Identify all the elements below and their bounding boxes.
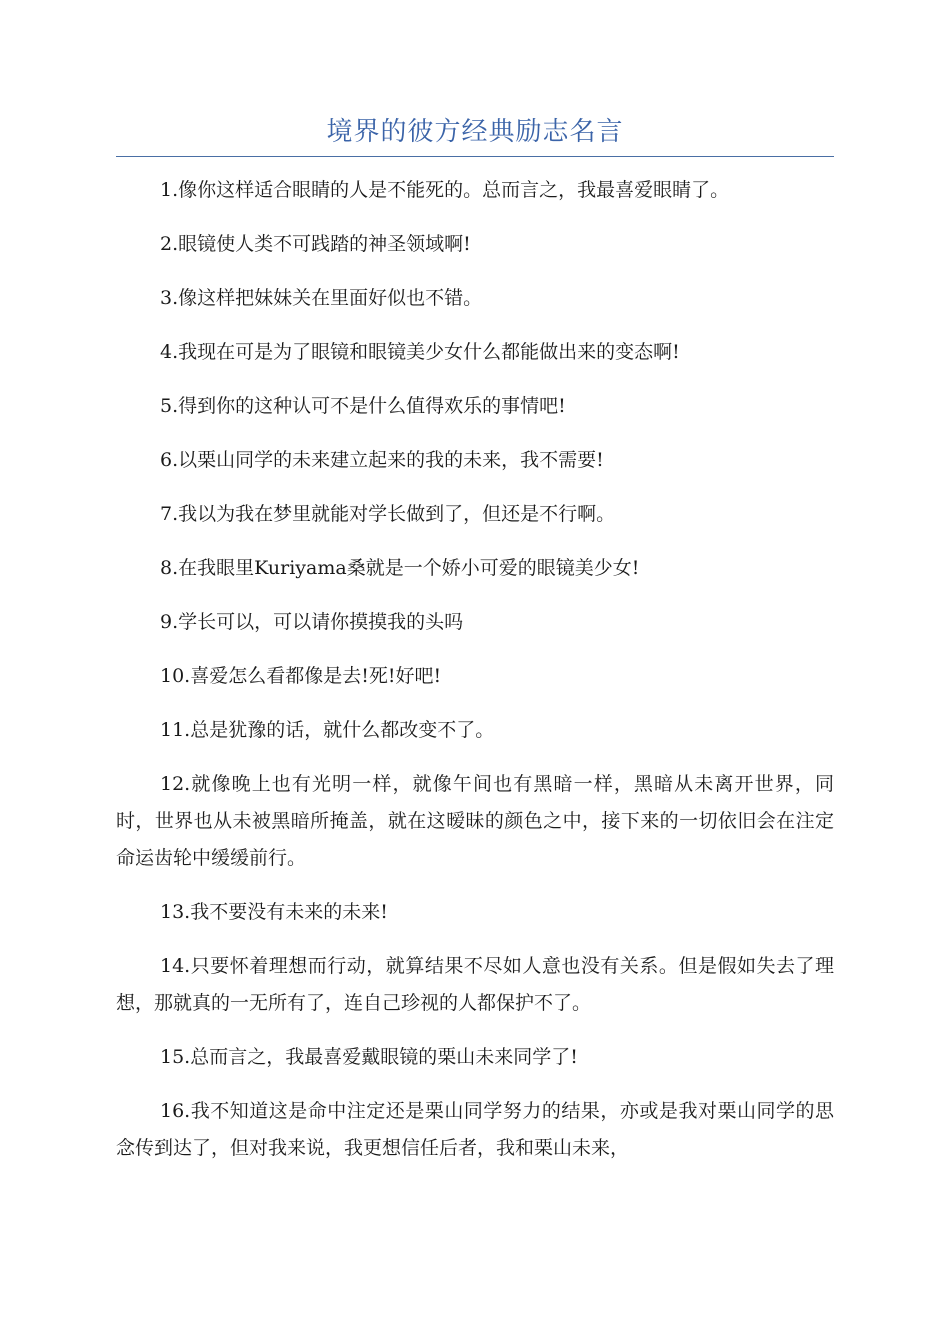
quote-paragraph-3: 3.像这样把妹妹关在里面好似也不错。: [160, 287, 483, 309]
quote-paragraph-6: 6.以栗山同学的未来建立起来的我的未来，我不需要!: [160, 449, 604, 471]
quote-paragraph-13: 13.我不要没有未来的未来!: [160, 901, 388, 923]
quote-paragraph-12: 12.就像晚上也有光明一样，就像午间也有黑暗一样，黑暗从未离开世界，同时，世界也从未被黑暗所掩盖，就在这暧昧的颜色之中，接下来的一切依旧会在注定命运齿轮中缓缓前行。: [116, 773, 834, 869]
quote-paragraph-7: 7.我以为我在梦里就能对学长做到了，但还是不行啊。: [160, 503, 616, 525]
quote-paragraph-10: 10.喜爱怎么看都像是去!死!好吧!: [160, 665, 442, 687]
quote-paragraph-4: 4.我现在可是为了眼镜和眼镜美少女什么都能做出来的变态啊!: [160, 341, 680, 363]
quote-paragraph-5: 5.得到你的这种认可不是什么值得欢乐的事情吧!: [160, 395, 566, 417]
quote-paragraph-14: 14.只要怀着理想而行动，就算结果不尽如人意也没有关系。但是假如失去了理想，那就真的一无所有了，连自己珍视的人都保护不了。: [116, 955, 834, 1014]
page-title: 境界的彼方经典励志名言: [326, 117, 624, 147]
quote-paragraph-9: 9.学长可以，可以请你摸摸我的头吗: [160, 611, 464, 633]
quote-paragraph-1: 1.像你这样适合眼睛的人是不能死的。总而言之，我最喜爱眼睛了。: [160, 179, 730, 201]
quote-paragraph-15: 15.总而言之，我最喜爱戴眼镜的栗山未来同学了!: [160, 1046, 578, 1068]
title-section: [116, 112, 834, 157]
quote-list: [116, 172, 834, 1184]
quote-paragraph-16: 16.我不知道这是命中注定还是栗山同学努力的结果，亦或是我对栗山同学的思念传到达了，但对我来说，我更想信任后者，我和栗山未来，: [116, 1100, 834, 1159]
quote-paragraph-2: 2.眼镜使人类不可践踏的神圣领域啊!: [160, 233, 471, 255]
quote-paragraph-11: 11.总是犹豫的话，就什么都改变不了。: [160, 719, 495, 741]
quote-paragraph-8: 8.在我眼里Kuriyama桑就是一个娇小可爱的眼镜美少女!: [160, 557, 640, 579]
